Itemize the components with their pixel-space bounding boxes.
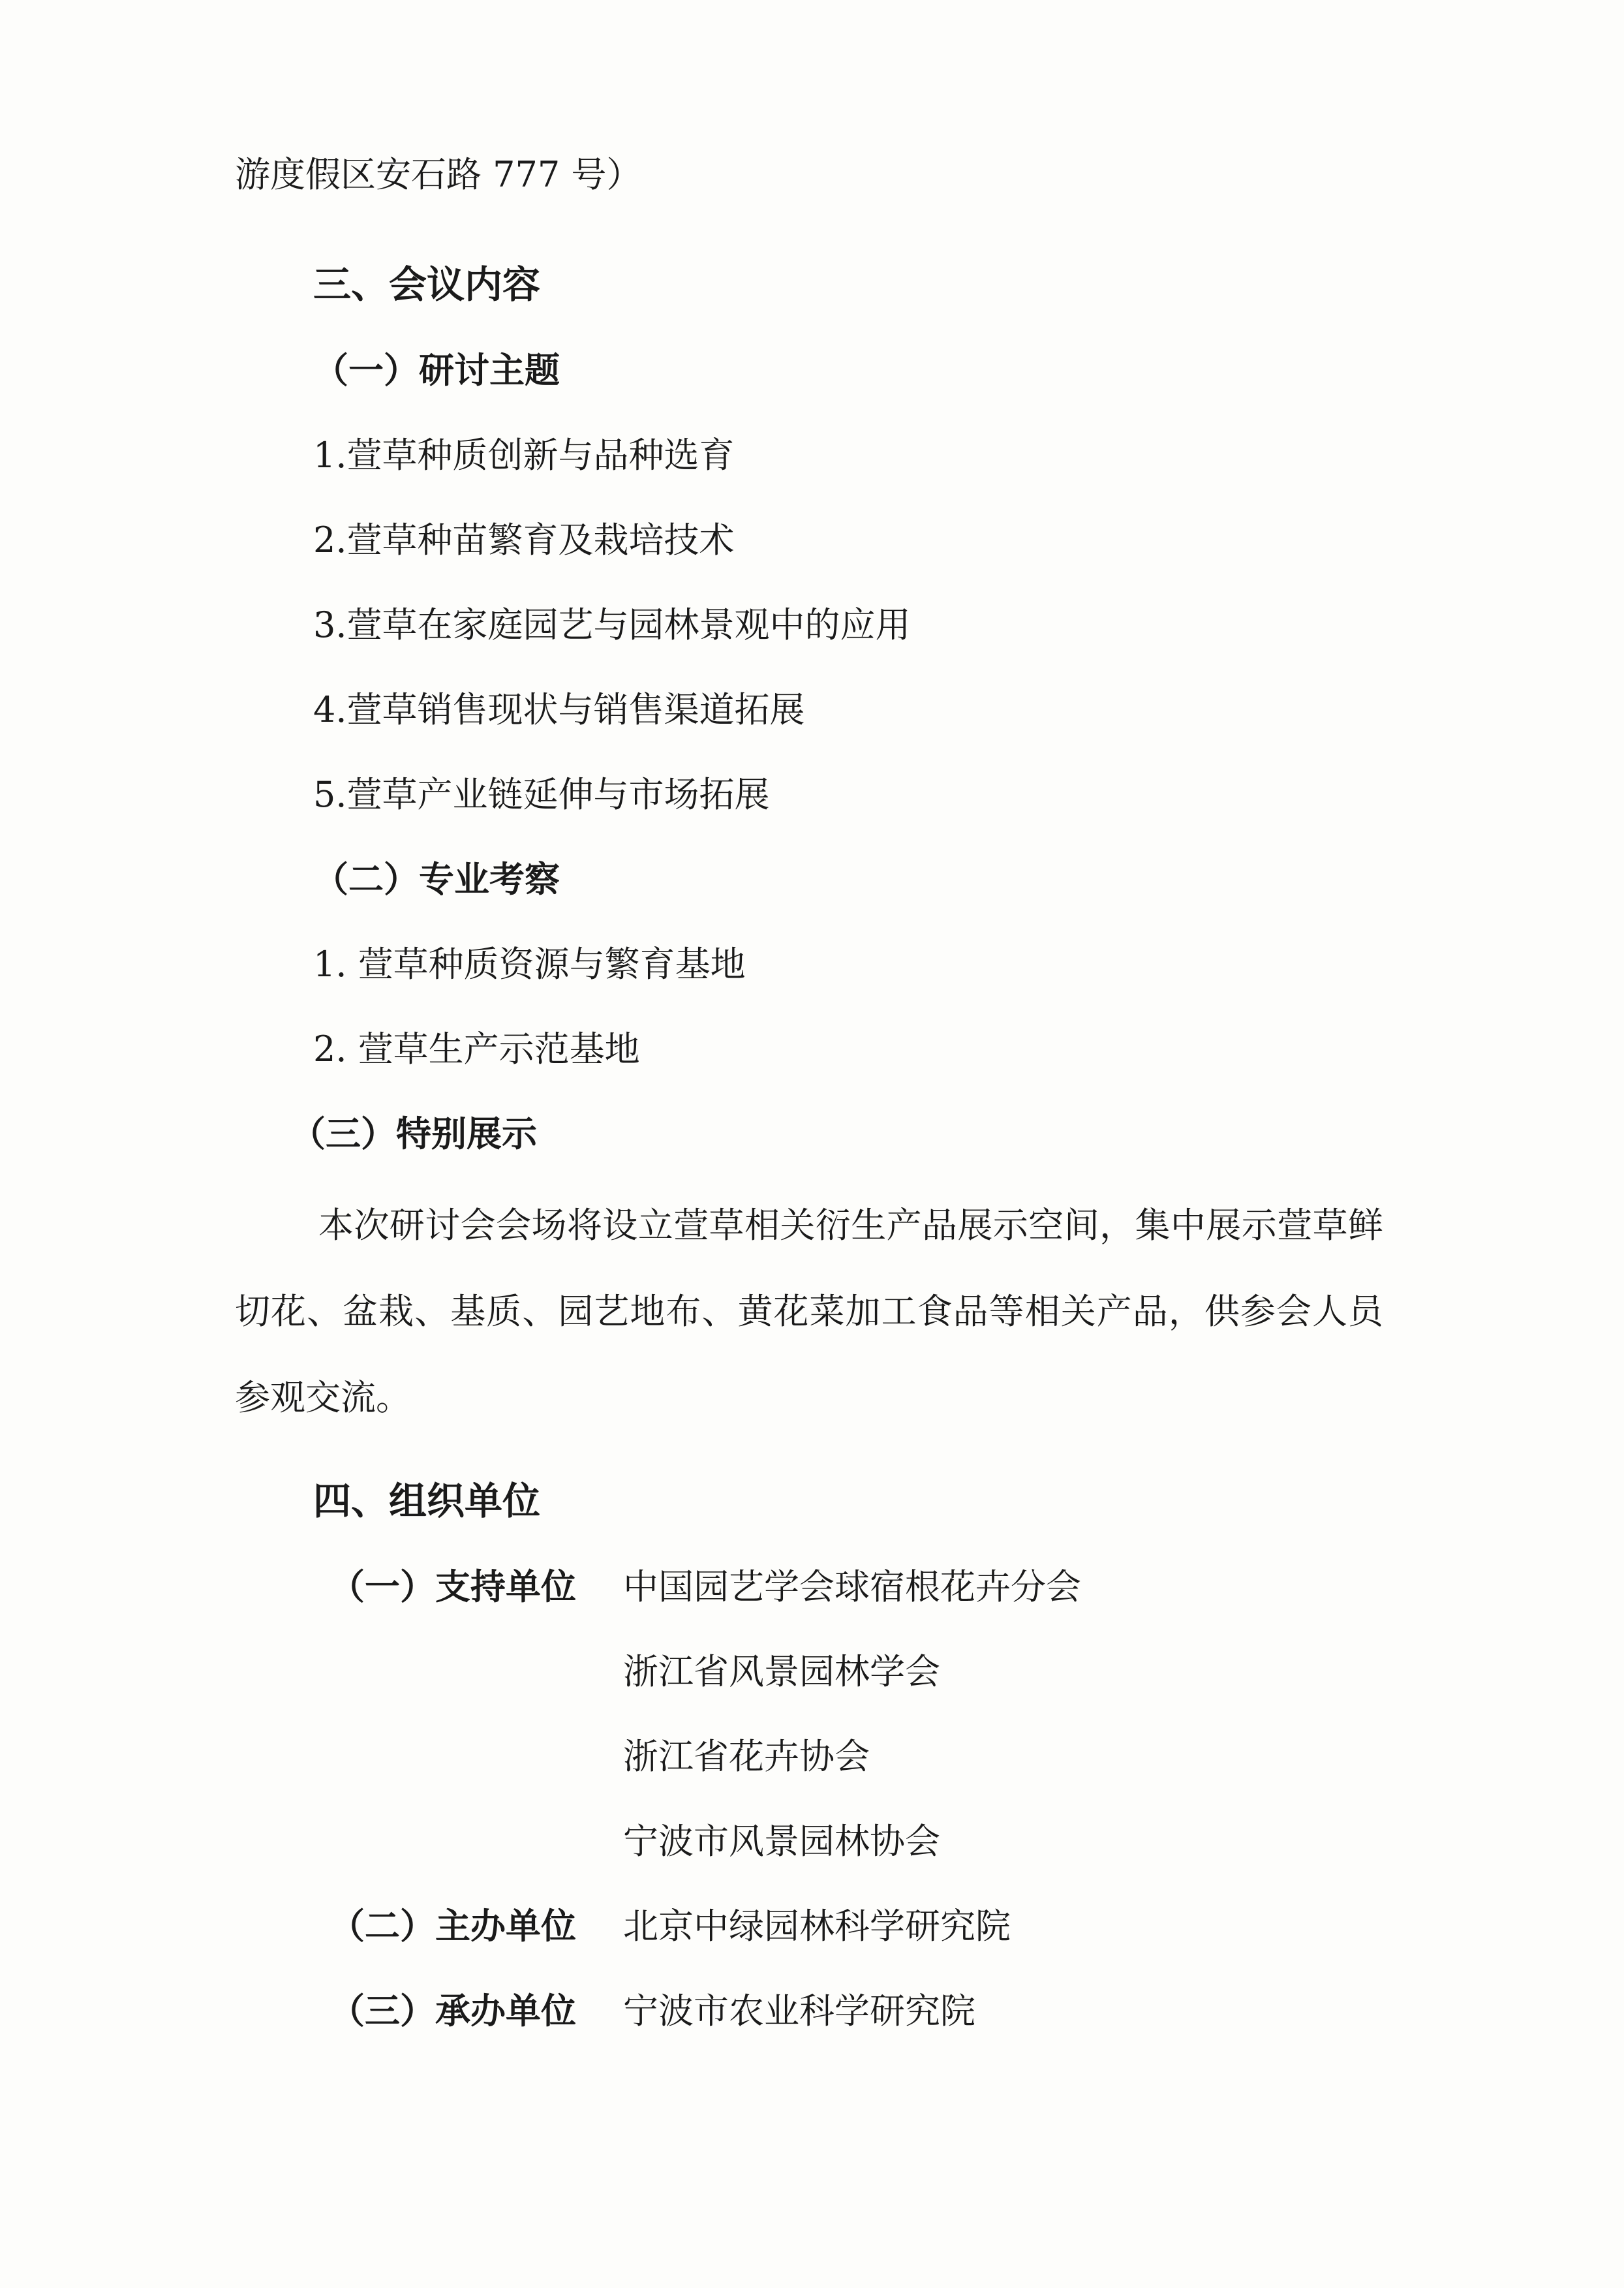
topic-item: 1.萱草种质创新与品种选育: [313, 435, 735, 476]
support-unit: 宁波市风景园林协会: [623, 1821, 940, 1862]
topic-item: 5.萱草产业链延伸与市场拓展: [313, 774, 770, 815]
organizer-unit: 宁波市农业科学研究院: [623, 1990, 975, 2032]
support-unit: 浙江省花卉协会: [623, 1736, 870, 1777]
section-heading-organizers: 四、组织单位: [313, 1479, 541, 1523]
support-unit: 中国园艺学会球宿根花卉分会: [623, 1566, 1081, 1607]
host-unit-label: （二）主办单位: [329, 1906, 576, 1947]
support-units-label: （一）支持单位: [329, 1566, 576, 1607]
subheading-inspection: （二）专业考察: [313, 859, 560, 900]
address-continuation: 游度假区安石路 777 号）: [235, 154, 642, 195]
section-heading-meeting-content: 三、会议内容: [313, 262, 541, 307]
topic-item: 4.萱草销售现状与销售渠道拓展: [313, 689, 805, 730]
topic-item: 3.萱草在家庭园艺与园林景观中的应用: [313, 604, 911, 645]
subheading-topics: （一）研讨主题: [313, 350, 560, 391]
support-unit: 浙江省风景园林学会: [623, 1651, 940, 1692]
inspection-item: 2. 萱草生产示范基地: [313, 1028, 640, 1070]
exhibition-paragraph: 本次研讨会会场将设立萱草相关衍生产品展示空间，集中展示萱草鲜切花、盆栽、基质、园艺地布、黄花菜加工食品等相关产品，供参会人员参观交流。: [235, 1205, 1383, 1418]
subheading-exhibition: （三）特别展示: [290, 1113, 537, 1154]
host-unit: 北京中绿园林科学研究院: [623, 1906, 1011, 1947]
inspection-item: 1. 萱草种质资源与繁育基地: [313, 944, 746, 985]
organizer-unit-label: （三）承办单位: [329, 1990, 576, 2032]
topic-item: 2.萱草种苗繁育及栽培技术: [313, 519, 735, 561]
